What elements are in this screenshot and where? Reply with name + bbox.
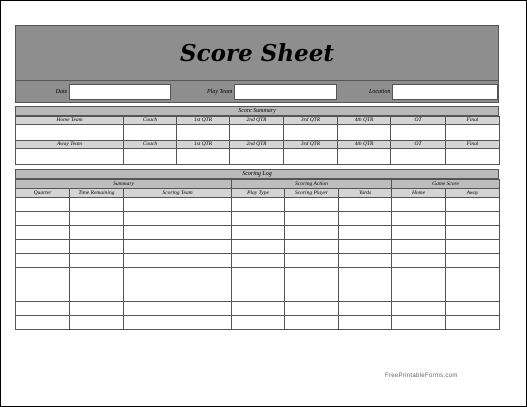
home-final-cell[interactable] [446,125,500,141]
log-row [16,268,500,302]
log-group-row [16,180,500,189]
game-score-group-header: Game Score [392,180,500,189]
scoring-log-table [15,179,500,330]
home-team-cell[interactable] [16,125,124,141]
yards-header: Yards [339,189,392,198]
away-coach-cell[interactable] [124,149,177,165]
scoring-action-group-header: Scoring Action [232,180,392,189]
home-score-header: Home [392,189,446,198]
home-ot-cell[interactable] [391,125,446,141]
away-q1-cell[interactable] [177,149,230,165]
home-q4-header: 4th QTR [338,117,391,125]
home-q3-header: 3rd QTR [284,117,338,125]
log-row [16,316,500,330]
home-q2-cell[interactable] [230,125,284,141]
home-score-row [16,125,500,141]
home-q3-cell[interactable] [284,125,338,141]
log-row [16,226,500,240]
page-title: Score Sheet [180,39,334,67]
home-q1-header: 1st QTR [177,117,230,125]
away-header-row [16,141,500,149]
home-final-header: Final [446,117,500,125]
home-ot-header: OT [391,117,446,125]
away-team-header: Away Team [16,141,124,149]
scoring-log-band: Scoring Log [15,169,499,179]
away-ot-header: OT [391,141,446,149]
scoring-team-header: Scoring Team [124,189,232,198]
away-score-row [16,149,500,165]
date-field[interactable] [69,84,171,100]
score-summary-table [15,116,500,165]
home-coach-cell[interactable] [124,125,177,141]
away-score-header: Away [446,189,500,198]
log-row [16,212,500,226]
away-team-cell[interactable] [16,149,124,165]
play-team-label: Play Team [207,88,233,95]
log-row [16,302,500,316]
title-bar [15,25,499,81]
away-q2-header: 2nd QTR [230,141,284,149]
log-row [16,198,500,212]
date-label: Date [55,88,68,95]
away-q3-cell[interactable] [284,149,338,165]
log-row [16,254,500,268]
home-coach-header: Coach [124,117,177,125]
location-field[interactable] [392,84,498,100]
score-summary-band: Score Summary [15,106,499,116]
away-q2-cell[interactable] [230,149,284,165]
home-q1-cell[interactable] [177,125,230,141]
summary-group-header: Summary [16,180,232,189]
home-q2-header: 2nd QTR [230,117,284,125]
away-q4-cell[interactable] [338,149,391,165]
log-row [16,240,500,254]
away-q1-header: 1st QTR [177,141,230,149]
play-team-field[interactable] [234,84,337,100]
away-ot-cell[interactable] [391,149,446,165]
log-header-row [16,189,500,198]
time-remaining-header: Time Remaining [70,189,124,198]
score-sheet [15,25,499,330]
home-header-row [16,117,500,125]
quarter-header: Quarter [16,189,70,198]
info-row [15,81,499,103]
away-final-header: Final [446,141,500,149]
scoring-player-header: Scoring Player [285,189,339,198]
away-q3-header: 3rd QTR [284,141,338,149]
away-coach-header: Coach [124,141,177,149]
footer-credit: FreePrintableForms.com [385,373,458,379]
home-team-header: Home Team [16,117,124,125]
play-type-header: Play Type [232,189,285,198]
location-label: Location [368,88,391,95]
away-q4-header: 4th QTR [338,141,391,149]
home-q4-cell[interactable] [338,125,391,141]
away-final-cell[interactable] [446,149,500,165]
